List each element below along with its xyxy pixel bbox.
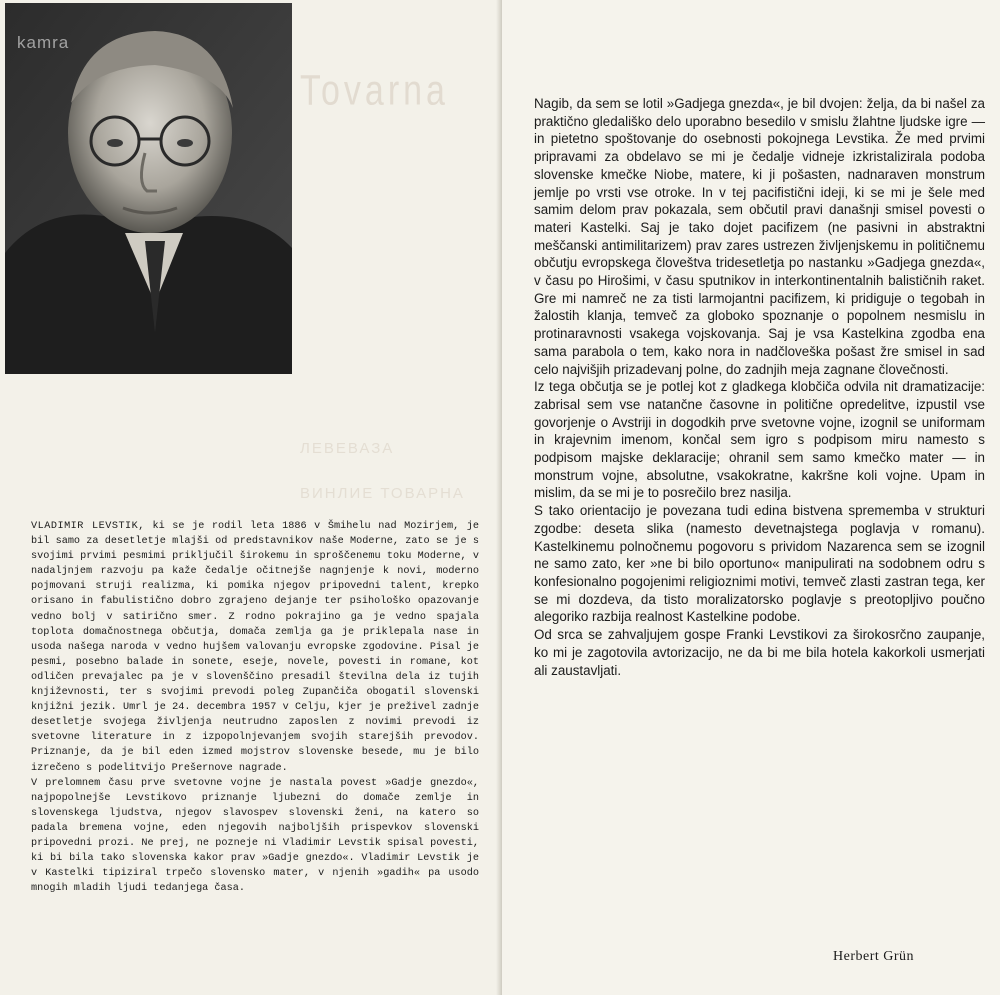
essay-paragraph: S tako orientacijo je povezana tudi edina bistvena sprememba v strukturi zgodbe: deseta slika (namesto devetnajstega poglavja v romanu). Kastelkinemu polnočnemu pogovoru s prividom Nazarenca sem se izognil ne samo zato, ker »ne bi bilo oportuno« manipulirati na sodobnem odru s konfesionalno pogojenimi religioznimi motivi, temveč zlasti zastran tega, ker se mi dozdeva, da tisto moralizatorsko poglavje s preotopljivo poučno alegoriko razbija realnost Kastelkine podobe. <box>534 503 985 625</box>
author-name: VLADIMIR LEVSTIK, <box>31 521 145 532</box>
author-biography <box>31 519 479 896</box>
essay-paragraph: Nagib, da sem se lotil »Gadjega gnezda«, je bil dvojen: želja, da bi našel za praktično gledališko delo uporabno besedilo v smislu žlahtne ljudske igre — in pietetno spoštovanje do osebnosti pokojnega Levstika. Že med prvimi pripravami za obdelavo se mi je čedalje vidneje izkristalizirala podoba slovenske kmečke Niobe, matere, ki ji pošasten, nadnaraven monstrum jemlje po vrsti vse otroke. In v tej pacifistični ideji, ki se mi je šele med samim delom prav pokazala, sem občutil pravi današnji smisel povesti o materi Kastelki. Saj je tako dojet pacifizem (ne pasivni in abstraktni meščanski antimilitarizem) prav zares ustrezen življenjskemu in političnemu občutju evropskega človeštva tridesetletja po nastanku »Gadjega gnezda«, v času po Hirošimi, v času sputnikov in interkontinentalnih balističnih raket. Gre mi namreč ne za tisti larmojantni pacifizem, ki pridiguje o tegobah in žalostih klanja, temveč za globoko spoznanje o popolnem nesmislu in protinaravnosti vsakega vojskovanja. Saj je vsa Kastelkina zgodba ena sama parabola o tem, kako nora in nadčloveška pošast žre smisel in sad celo najvišjih prizadevanj polne, do zadnjih meja zagnane človečnosti. <box>534 96 985 377</box>
essay-paragraph: Iz tega občutja se je potlej kot z gladkega klobčiča odvila nit dramatizacije: zabrisal sem vse natančne časovne in politične opredelitve, izpustil vse govorjenje o Avstriji in dogodkih prve svetovne vojne, izognil se uniformam in krajevnim imenom, končal sem igro s podpisom miru namesto s podpisom majske deklaracije; ohranil sem samo kmečko mater — in monstrum vojne, absolutne, vsakokratne, kakršne koli vojne. Upam in mislim, da se mi je to posrečilo brez nasilja. <box>534 379 985 501</box>
essay-paragraph: Od srca se zahvaljujem gospe Franki Levstikovi za širokosrčno zaupanje, ko mi je zagotovila avtorizacijo, ne da bi me bila hotela kakorkoli usmerjati ali zaustavljati. <box>534 627 985 678</box>
author-portrait <box>5 3 292 374</box>
show-through-text: ВИНЛИЕ ТОВАРНА <box>300 485 465 502</box>
show-through-text: Tovarna <box>300 67 449 115</box>
bio-paragraph: VLADIMIR LEVSTIK, ki se je rodil leta 1886 v Šmihelu nad Mozirjem, je bil samo za desetletje mlajši od predstavnikov naše Moderne, zato se je s svojimi prvimi pesmimi priključil širokemu in sproščenemu toku Moderne, v nadaljnjem razvoju pa kaže čedalje očitnejše nagnjenje k novi, moderno pojmovani struji realizma, ki pomika njegov pripovedni talent, krepko orisano in fabulistično dobro zgrajeno dejanje ter psihološko opazovanje vedno bolj v satirično smer. Z rodno pokrajino ga je vedno spajala toplota domačnostnega občutja, domača zemlja ga je priklepala nase in usoda našega naroda v vedno hujšem valovanju evropske zgodovine. Pisal je pesmi, posebno balade in sonete, eseje, novele, povesti in romane, kot odličen prevajalec pa je v slovenščino presadil številna dela iz tujih književnosti, ter s svojimi prevodi poleg Zupančiča obogatil slovenski knjižni jezik. Umrl je 24. decembra 1957 v Celju, kjer je preživel zadnje desetletje svojega življenja neutrudno zaposlen z novimi prevodi iz svetovne literature in z izpopolnjevanjem svojih starejših prevodov. Priznanje, da je bil eden izmed mojstrov slovenske besede, mu je bilo izrečeno s podelitvijo Prešernove nagrade. <box>31 521 479 774</box>
dramatization-essay <box>534 95 985 679</box>
show-through-text: ЛЕВЕВАЗА <box>300 440 395 457</box>
author-signature: Herbert Grün <box>833 949 915 964</box>
bio-paragraph: V prelomnem času prve svetovne vojne je nastala povest »Gadje gnezdo«, najpopolnejše Levstikovo priznanje ljubezni do domače zemlje in slovenskega ljudstva, njegov slavospev slovenski ženi, na katero so padala bremena vojne, eden njegovih najboljših prispevkov slovenski pripovedni prozi. Ne prej, ne pozneje ni Vladimir Levstik spisal povesti, ki bi bila tako slovenska kakor prav »Gadje gnezdo«. Vladimir Levstik je v Kastelki tipiziral trpečo slovensko mater, v njenih »gadih« pa usodo mnogih mladih ljudi tedanjega časa. <box>31 777 479 895</box>
right-page <box>502 0 1000 995</box>
watermark-text: kamra <box>17 33 70 52</box>
